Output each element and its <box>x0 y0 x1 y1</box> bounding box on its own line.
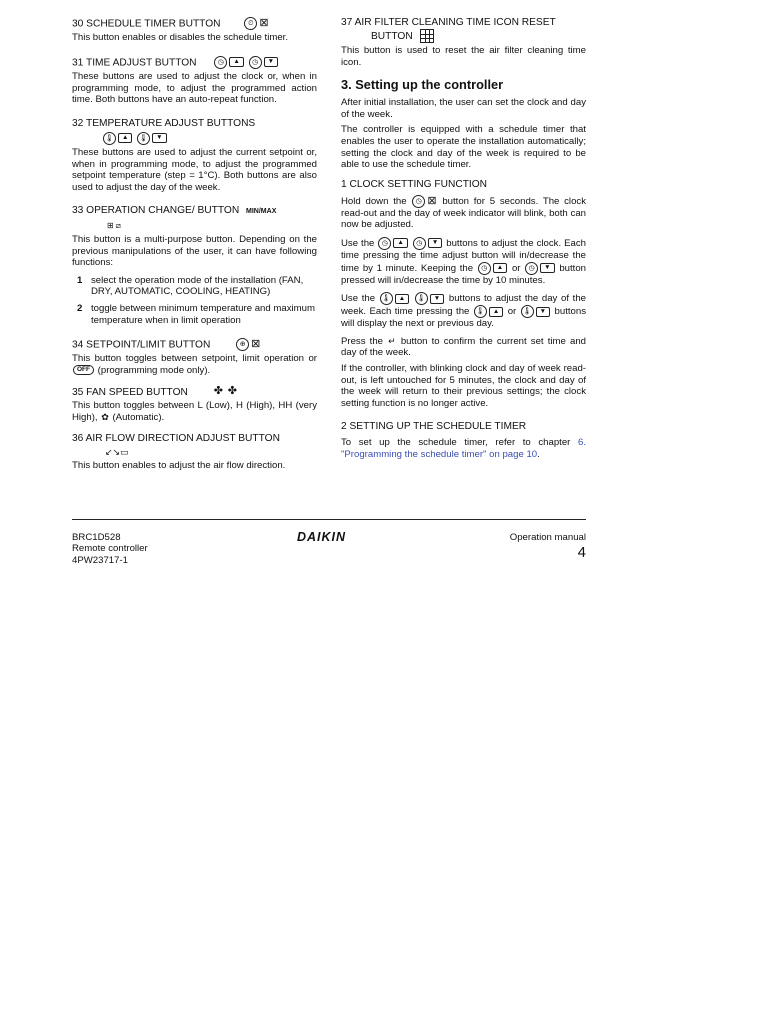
time-adjust-icons: ◷ ▲ ◷ ▼ <box>213 56 279 69</box>
section-heading: 30 SCHEDULE TIMER BUTTON ⏲ ⊠ <box>72 17 269 30</box>
clock-paragraph: Use the 🌡 ▲ 🌡 ▼ buttons to adjust the day of the week. Each time pressing the 🌡 ▲ or 🌡 ▼ buttons will display the next or previous day. <box>341 293 587 330</box>
thermometer-icon: 🌡 <box>415 292 428 305</box>
daikin-logo: DAIKIN <box>297 530 347 544</box>
down-arrow-icon: ▼ <box>536 307 550 317</box>
section-31 <box>72 56 317 106</box>
footer-left <box>72 532 148 566</box>
clock-paragraph: Press the ↵ button to confirm the current set time and day of the week. <box>341 335 586 359</box>
schedule-icon: ⊠ <box>427 194 437 207</box>
section-body: This button is used to reset the air filter cleaning time icon. <box>341 45 586 68</box>
page-number: 4 <box>577 544 586 562</box>
chapter-paragraph: After initial installation, the user can set the clock and day of the week. <box>341 97 586 120</box>
chapter-title: 3. Setting up the controller <box>341 77 504 93</box>
schedule-timer-icon: ⏲ ⊠ <box>243 17 269 30</box>
section-34 <box>72 338 317 376</box>
clock-paragraph: Hold down the ◷ ⊠ button for 5 seconds. The clock read-out and the day of week indicator will blink, both can now be adjusted. <box>341 194 586 231</box>
clock-icon: ◷ <box>412 195 425 208</box>
footer-right <box>510 532 586 561</box>
section-body: This button is a multi-purpose button. Depending on the previous manipulations of the user, it can have following functions: <box>72 233 317 269</box>
right-column <box>341 17 586 470</box>
up-arrow-icon: ▲ <box>489 307 503 317</box>
section-heading: 2 SETTING UP THE SCHEDULE TIMER <box>341 421 527 433</box>
thermometer-icon: 🌡 <box>521 305 534 318</box>
chapter-paragraph: The controller is equipped with a schedule timer that enables the user to operate the installation automatically; setting the clock and day of the week is required to be able to use the schedule timer. <box>341 124 586 171</box>
clock-paragraph: If the controller, with blinking clock and day of week read-out, is left untouched for 5 minutes, the clock and day of the week will return to their previous settings; the clock setting function is no longer active. <box>341 362 586 409</box>
section-body: This button toggles between L (Low), H (High), HH (very High), ✿ (Automatic). <box>72 400 317 423</box>
model-number: BRC1D528 <box>72 532 121 543</box>
section-32 <box>72 118 317 193</box>
manual-label: Operation manual <box>509 532 586 543</box>
section-body: This button enables to adjust the air flow direction. <box>72 460 286 472</box>
auto-fan-icon: ✿ <box>101 411 109 422</box>
air-flow-icon: ↙↘▭ <box>105 446 129 457</box>
section-33 <box>72 205 317 326</box>
section-heading: 37 AIR FILTER CLEANING TIME ICON RESET BUTTON <box>341 17 556 42</box>
section-body: These buttons are used to adjust the clock or, when in programming mode, to adjust the programmed action time. Both buttons have an auto-repeat function. <box>72 71 317 106</box>
down-arrow-icon: ▼ <box>540 263 554 273</box>
section-heading: 34 SETPOINT/LIMIT BUTTON ⊕ ⊠ <box>72 338 261 351</box>
up-arrow-icon: ▲ <box>393 238 407 248</box>
section-30 <box>72 17 317 44</box>
section-heading: 33 OPERATION CHANGE/ BUTTON MIN/MAX <box>72 205 277 217</box>
function-list <box>72 275 317 326</box>
section-heading: 32 TEMPERATURE ADJUST BUTTONS <box>72 117 256 129</box>
section-heading: 1 CLOCK SETTING FUNCTION <box>341 178 488 190</box>
section-heading: 35 FAN SPEED BUTTON ✤ ✤ <box>72 384 237 398</box>
fan-speed-icon: ✤ ✤ <box>213 384 237 397</box>
clock-setting-section <box>341 179 586 410</box>
list-item: 2 toggle between minimum temperature and maximum temperature when in limit operation <box>77 302 315 326</box>
section-body: To set up the schedule timer, refer to chapter 6. "Programming the schedule timer" on page 10. <box>341 437 586 460</box>
clock-icon: ◷ <box>478 262 491 275</box>
section-36 <box>72 433 317 472</box>
up-arrow-icon: ▲ <box>395 294 409 304</box>
section-body: This button toggles between setpoint, limit operation or OFF (programming mode only). <box>72 353 317 376</box>
section-body: These buttons are used to adjust the current setpoint or, when in programming mode, to adjust the programmed setpoint temperature (step = 1°C). Both buttons are also used to adjust the day of the week. <box>72 146 317 193</box>
down-arrow-icon: ▼ <box>430 294 444 304</box>
section-body: This button enables or disables the schedule timer. <box>72 32 288 44</box>
off-icon: OFF <box>73 365 94 375</box>
section-heading: 36 AIR FLOW DIRECTION ADJUST BUTTON <box>72 432 280 444</box>
schedule-section <box>341 421 586 460</box>
filter-reset-icon <box>420 29 434 43</box>
min-max-icon: MIN/MAX <box>246 208 277 216</box>
thermometer-icon: 🌡 <box>380 292 393 305</box>
section-37 <box>341 17 586 68</box>
operation-change-icon: ⊞ ⧄ <box>107 221 121 231</box>
clock-icon: ◷ <box>378 237 391 250</box>
document-code: 4PW23717-1 <box>72 554 128 566</box>
down-arrow-icon: ▼ <box>428 238 442 248</box>
clock-icon: ◷ <box>525 262 538 275</box>
thermometer-icon: 🌡 <box>474 305 487 318</box>
up-arrow-icon: ▲ <box>493 263 507 273</box>
clock-icon: ◷ <box>413 237 426 250</box>
chapter-link[interactable]: 6. "Programming the schedule timer" on page 10 <box>341 437 586 460</box>
left-column <box>72 17 317 481</box>
section-35 <box>72 386 317 424</box>
temperature-adjust-icons: 🌡 ▲ 🌡 ▼ <box>102 132 317 145</box>
list-item: 1 select the operation mode of the installation (FAN, DRY, AUTOMATIC, COOLING, HEATING) <box>77 274 304 298</box>
clock-paragraph: Use the ◷ ▲ ◷ ▼ buttons to adjust the clock. Each time pressing the time adjust button will in/decrease the time by 1 minute. Keeping the ◷ ▲ or ◷ ▼ button pressed will in/decrease the time by 10 minutes. <box>341 237 586 286</box>
section-heading: 31 TIME ADJUST BUTTON ◷ ▲ ◷ ▼ <box>72 56 317 69</box>
confirm-icon: ↵ <box>388 335 396 346</box>
setpoint-limit-icon: ⊕ ⊠ <box>235 338 261 351</box>
product-name: Remote controller <box>72 543 148 555</box>
footer-rule <box>72 519 586 520</box>
